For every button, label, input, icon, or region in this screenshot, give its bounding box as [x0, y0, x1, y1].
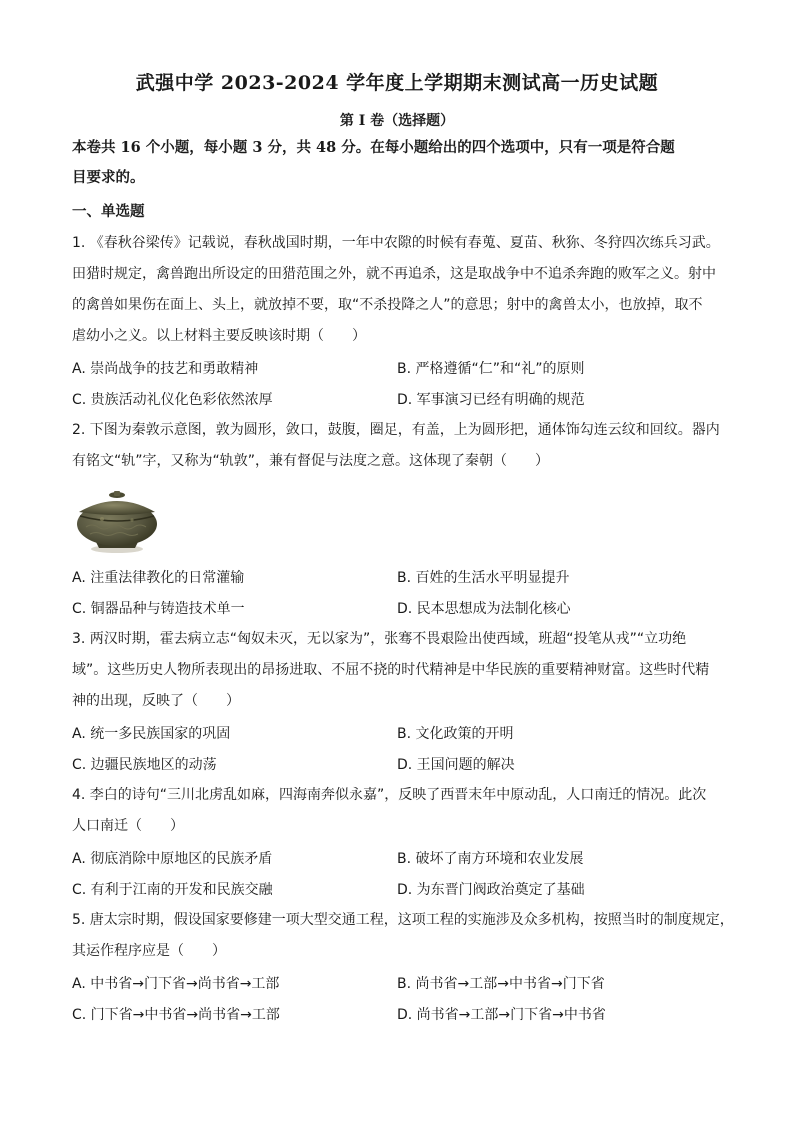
- q4-option-d: D. 为东晋门阀政治奠定了基础: [397, 882, 585, 898]
- q1-option-c: C. 贵族活动礼仪化色彩依然浓厚: [72, 392, 273, 408]
- q2-stem-line-2: 有铭文“轨”字，又称为“轨敦”，兼有督促与法度之意。这体现了秦朝（ ）: [72, 453, 550, 469]
- q3-stem-line-3: 神的出现，反映了（ ）: [72, 693, 240, 709]
- q3-option-b: B. 文化政策的开明: [397, 726, 514, 742]
- q4-option-a: A. 彻底消除中原地区的民族矛盾: [72, 851, 273, 867]
- q3-option-d: D. 王国问题的解决: [397, 757, 515, 773]
- q5-option-c: C. 门下省→中书省→尚书省→工部: [72, 1007, 280, 1023]
- q5-option-b: B. 尚书省→工部→中书省→门下省: [397, 976, 605, 992]
- q4-stem-line-2: 人口南迁（ ）: [72, 818, 184, 834]
- section-heading: 一、单选题: [72, 203, 145, 220]
- q1-stem-line-4: 虐幼小之义。以上材料主要反映该时期（ ）: [72, 328, 366, 344]
- q1-option-a: A. 崇尚战争的技艺和勇敢精神: [72, 361, 259, 377]
- q2-stem-line-1: 2. 下图为秦敦示意图，敦为圆形，敛口，鼓腹，圈足，有盖，上为圆形把，通体饰勾连云纹和回纹。器内: [72, 422, 720, 438]
- q4-option-c: C. 有利于江南的开发和民族交融: [72, 882, 273, 898]
- q5-option-d: D. 尚书省→工部→门下省→中书省: [397, 1007, 606, 1023]
- q3-option-a: A. 统一多民族国家的巩固: [72, 726, 231, 742]
- q4-option-b: B. 破坏了南方环境和农业发展: [397, 851, 584, 867]
- q1-stem-line-2: 田猎时规定，禽兽跑出所设定的田猎范围之外，就不再追杀，这是取战争中不追杀奔跑的败军之义。射中: [72, 266, 716, 282]
- q4-stem-line-1: 4. 李白的诗句“三川北虏乱如麻，四海南奔似永嘉”，反映了西晋末年中原动乱，人口南迁的情况。此次: [72, 787, 707, 803]
- page-title: 武强中学 2023-2024 学年度上学期期末测试高一历史试题: [135, 72, 659, 94]
- q5-stem-line-1: 5. 唐太宗时期，假设国家要修建一项大型交通工程，这项工程的实施涉及众多机构，按照当时的制度规定，: [72, 912, 734, 928]
- q2-option-c: C. 铜器品种与铸造技术单一: [72, 601, 245, 617]
- q2-option-b: B. 百姓的生活水平明显提升: [397, 570, 570, 586]
- q5-option-a: A. 中书省→门下省→尚书省→工部: [72, 976, 280, 992]
- q3-stem-line-2: 域”。这些历史人物所表现出的昂扬进取、不屈不挠的时代精神是中华民族的重要精神财富。这些时代精: [72, 662, 710, 678]
- q1-stem-line-3: 的禽兽如果伤在面上、头上，就放掉不要，取“不杀投降之人”的意思；射中的禽兽太小，也放掉，取不: [72, 297, 703, 313]
- q3-option-c: C. 边疆民族地区的动荡: [72, 757, 217, 773]
- instructions-line-1: 本卷共 16 个小题，每小题 3 分，共 48 分。在每小题给出的四个选项中，只有一项是符合题: [72, 139, 675, 156]
- q5-stem-line-2: 其运作程序应是（ ）: [72, 943, 226, 959]
- q3-stem-line-1: 3. 两汉时期，霍去病立志“匈奴未灭，无以家为”，张骞不畏艰险出使西域，班超“投笔从戎”“立功绝: [72, 631, 687, 647]
- bronze-dun-vessel-image: [72, 482, 162, 554]
- q1-option-d: D. 军事演习已经有明确的规范: [397, 392, 585, 408]
- q1-stem-line-1: 1. 《春秋谷梁传》记载说，春秋战国时期，一年中农隙的时候有春蒐、夏苗、秋狝、冬狩四次练兵习武。: [72, 235, 720, 251]
- section-subtitle: 第 I 卷（选择题）: [339, 113, 455, 129]
- q2-option-a: A. 注重法律教化的日常灌输: [72, 570, 245, 586]
- q1-option-b: B. 严格遵循“仁”和“礼”的原则: [397, 361, 585, 377]
- instructions-line-2: 目要求的。: [72, 169, 145, 186]
- q2-option-d: D. 民本思想成为法制化核心: [397, 601, 571, 617]
